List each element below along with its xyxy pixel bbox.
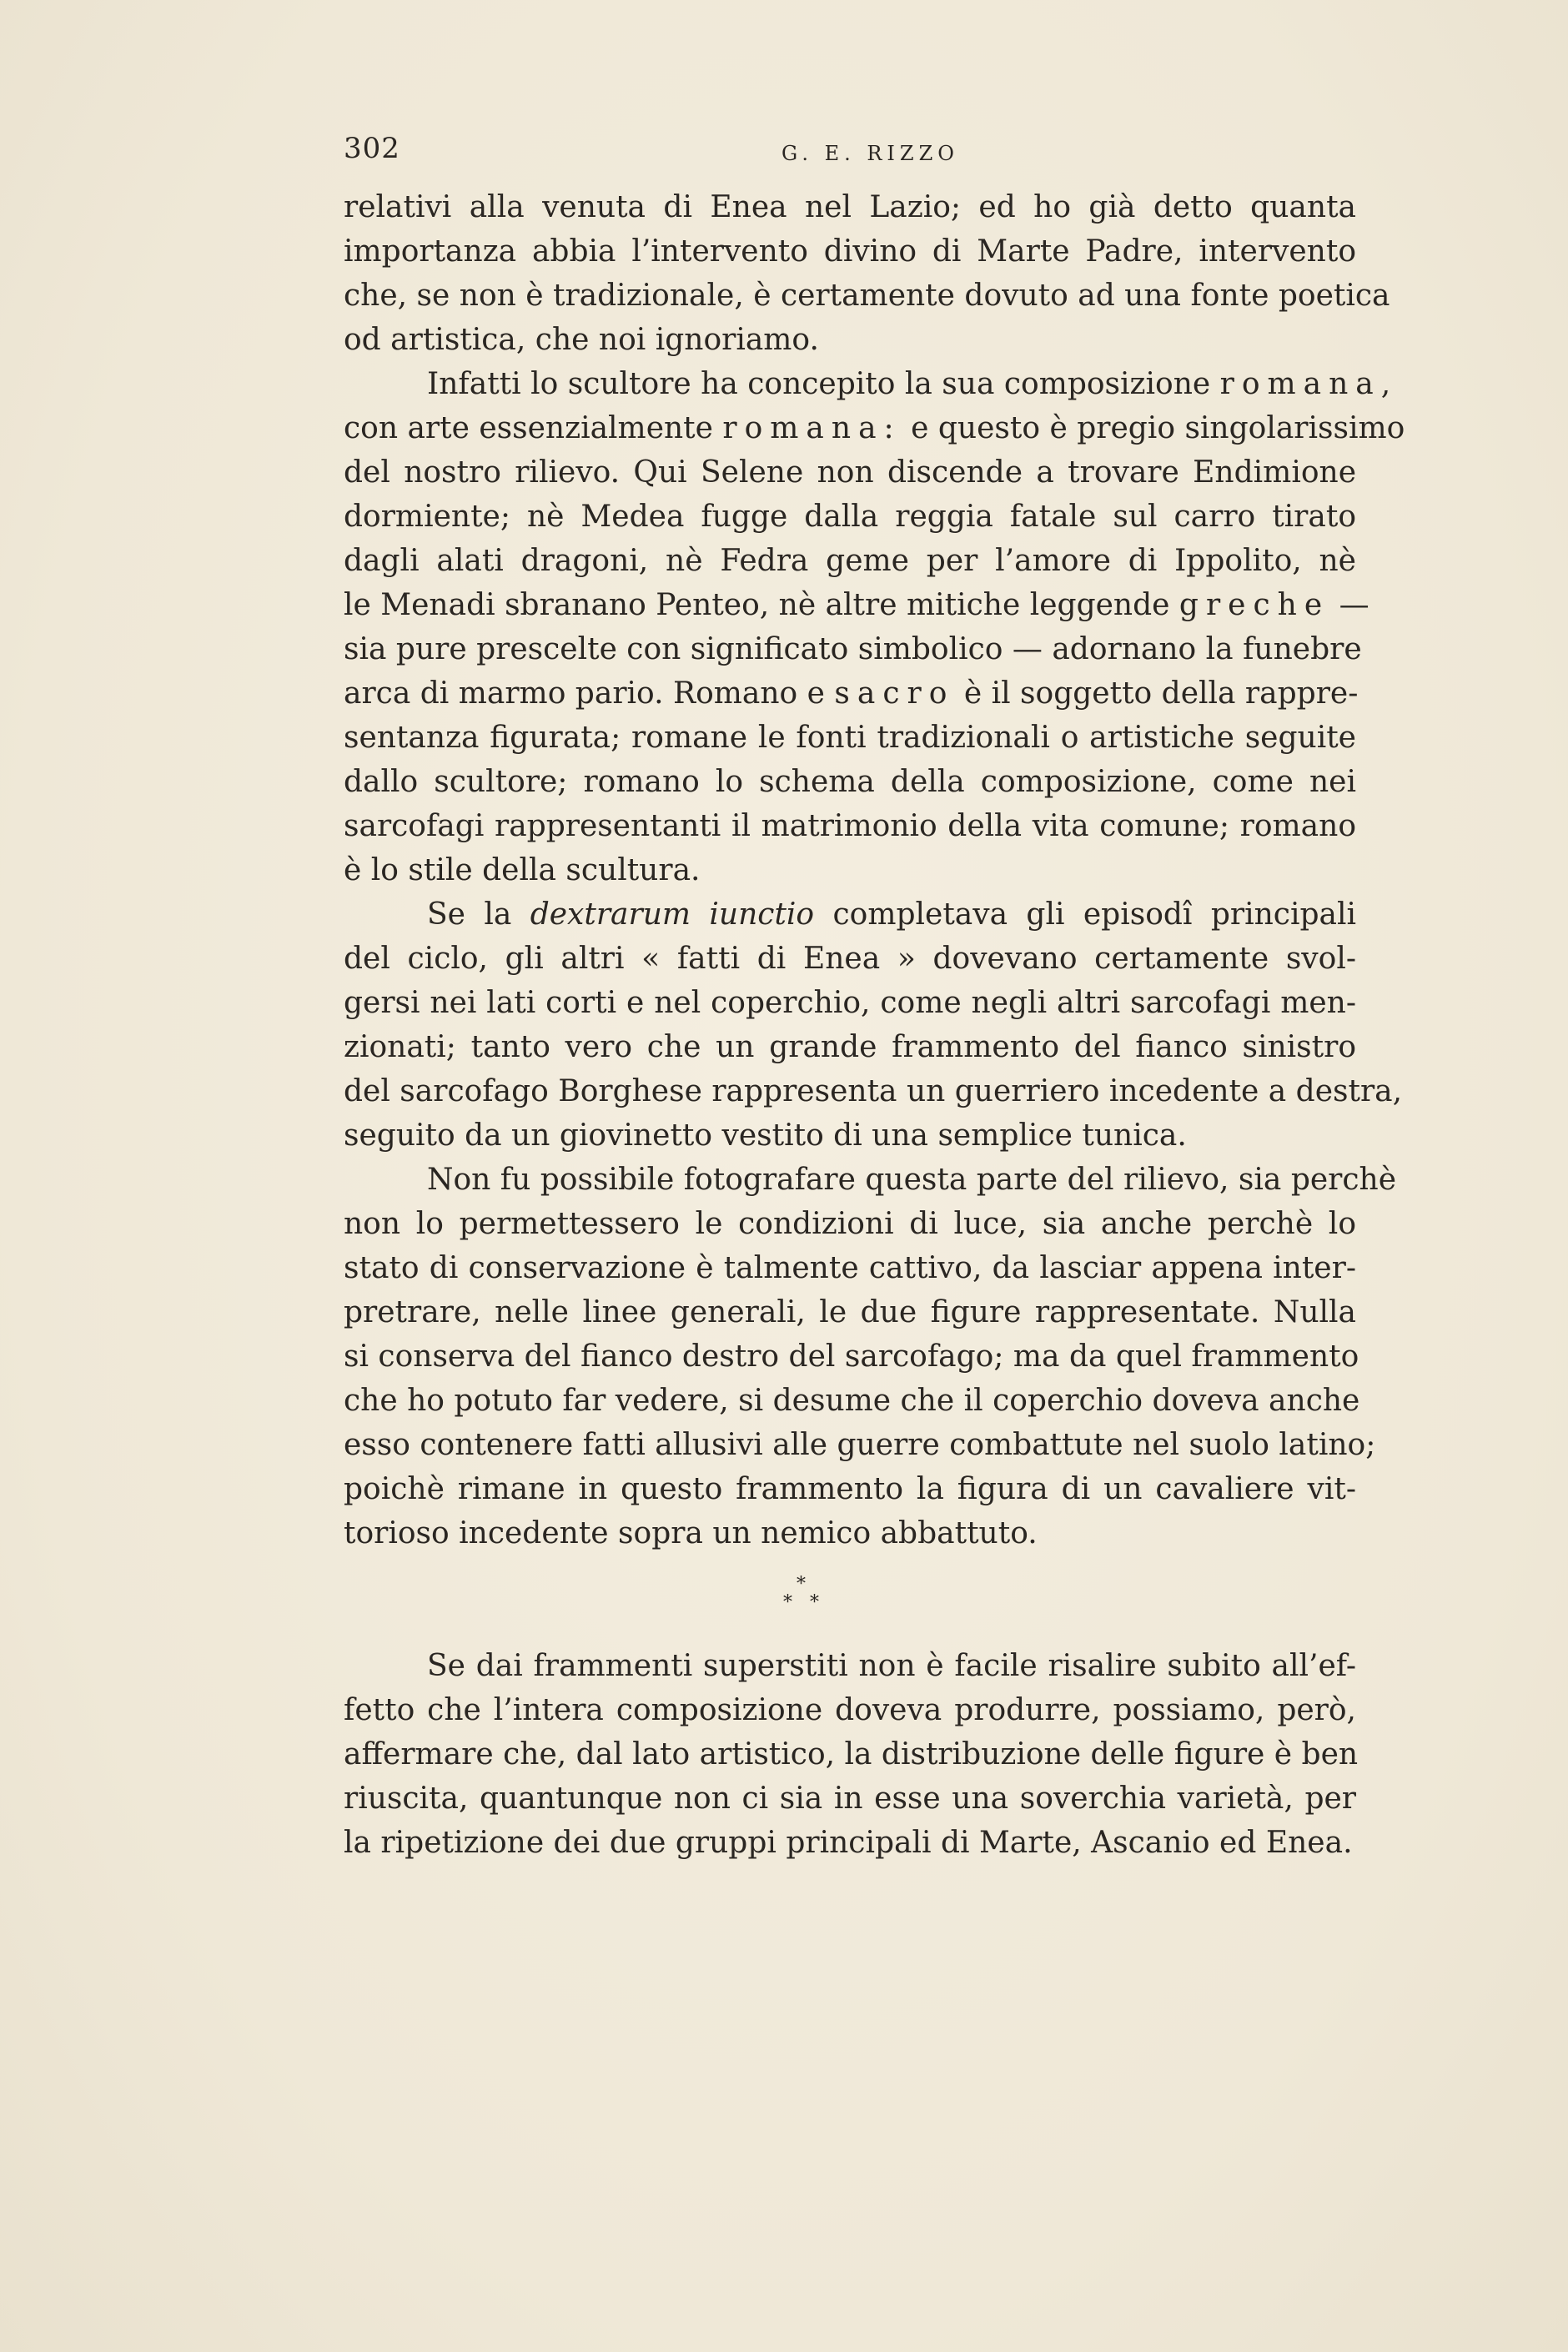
spaced-word: sacro <box>834 676 955 711</box>
text-line: gersi nei lati corti e nel coperchio, come negli altri sarcofagi men- <box>344 986 1356 1020</box>
text-line: stato di conservazione è talmente cattivo, da lasciar appena inter- <box>344 1251 1356 1285</box>
text-line: sarcofagi rappresentanti il matrimonio della vita comune; romano <box>344 809 1356 843</box>
text-line <box>344 892 1356 937</box>
text-line: affermare che, dal lato artistico, la distribuzione delle figure è ben <box>344 1737 1359 1772</box>
text-line: sia pure prescelte con significato simbolico — adornano la funebre <box>344 632 1362 666</box>
text-line: che, se non è tradizionale, è certamente dovuto ad una fonte poetica <box>344 279 1390 313</box>
text-line <box>344 362 1399 406</box>
spaced-word: romana: <box>722 411 902 445</box>
page-number: 302 <box>344 132 400 165</box>
text-run: completava gli episodî principali <box>814 897 1356 932</box>
text-line: Non fu possibile fotografare questa parte del rilievo, sia perchè <box>427 1163 1397 1197</box>
text-run: e questo è pregio singolarissimo <box>901 411 1405 445</box>
paragraph <box>344 1158 1397 1555</box>
text-line: dagli alati dragoni, nè Fedra geme per l’amore di Ippolito, nè <box>344 544 1356 578</box>
text-line: del sarcofago Borghese rappresenta un guerriero incedente a destra, <box>344 1074 1403 1108</box>
text-line <box>344 583 1369 627</box>
text-run: Infatti lo scultore ha concepito la sua composizione <box>427 367 1220 401</box>
section-separator <box>344 1555 1356 1644</box>
paragraph <box>344 185 1390 362</box>
text-line: zionati; tanto vero che un grande frammento del fianco sinistro <box>344 1030 1356 1064</box>
text-line: Se dai frammenti superstiti non è facile risalire subito all’ef- <box>427 1649 1356 1683</box>
body-text <box>344 185 1405 1865</box>
text-line <box>344 671 1359 716</box>
text-run: — <box>1329 588 1369 622</box>
text-line: la ripetizione dei due gruppi principali di Marte, Ascanio ed Enea. <box>344 1826 1353 1860</box>
text-run: con arte essenzialmente <box>344 411 723 445</box>
text-line: è lo stile della scultura. <box>344 853 701 887</box>
spaced-word: romana, <box>1219 367 1399 401</box>
paragraph <box>344 362 1405 892</box>
text-line: si conserva del fianco destro del sarcofago; ma da quel frammento <box>344 1339 1359 1374</box>
text-line: esso contenere fatti allusivi alle guerre combattute nel suolo latino; <box>344 1428 1376 1462</box>
paragraph <box>344 1644 1359 1865</box>
text-line: sentanza figurata; romane le fonti tradizionali o artistiche seguite <box>344 721 1356 755</box>
text-run: Se la <box>427 897 530 932</box>
text-line: del ciclo, gli altri « fatti di Enea » dovevano certamente svol- <box>344 942 1356 976</box>
text-line: seguito da un giovinetto vestito di una semplice tunica. <box>344 1118 1187 1153</box>
text-line: del nostro rilievo. Qui Selene non discende a trovare Endimione <box>344 455 1356 490</box>
text-run: è il soggetto della rappre- <box>954 676 1359 711</box>
text-line: torioso incedente sopra un nemico abbattuto. <box>344 1516 1038 1550</box>
text-line: pretrare, nelle linee generali, le due figure rappresentate. Nulla <box>344 1295 1356 1329</box>
text-line: dormiente; nè Medea fugge dalla reggia fatale sul carro tirato <box>344 500 1356 534</box>
asterism-star: * <box>783 1592 792 1613</box>
spaced-word: greche <box>1179 588 1330 622</box>
text-line <box>344 406 1405 450</box>
text-run: arca di marmo pario. Romano e <box>344 676 835 711</box>
text-run: le Menadi sbranano Penteo, nè altre mitiche leggende <box>344 588 1179 622</box>
running-head <box>344 132 1369 173</box>
paragraph <box>344 892 1403 1158</box>
text-line: non lo permettessero le condizioni di luce, sia anche perchè lo <box>344 1207 1356 1241</box>
text-line: riuscita, quantunque non ci sia in esse una soverchia varietà, per <box>344 1782 1356 1816</box>
asterism-star: * <box>810 1592 819 1613</box>
running-head-author: G. E. RIZZO <box>781 142 959 165</box>
italic-phrase: dextrarum iunctio <box>530 897 815 932</box>
text-line: poichè rimane in questo frammento la figura di un cavaliere vit- <box>344 1472 1356 1506</box>
text-line: fetto che l’intera composizione doveva produrre, possiamo, però, <box>344 1693 1356 1727</box>
text-line: relativi alla venuta di Enea nel Lazio; ed ho già detto quanta <box>344 190 1356 224</box>
text-line: od artistica, che noi ignoriamo. <box>344 323 819 357</box>
text-line: dallo scultore; romano lo schema della composizione, come nei <box>344 765 1356 799</box>
text-line: che ho potuto far vedere, si desume che il coperchio doveva anche <box>344 1384 1360 1418</box>
asterism-star: * <box>797 1574 806 1595</box>
text-line: importanza abbia l’intervento divino di Marte Padre, intervento <box>344 234 1356 269</box>
